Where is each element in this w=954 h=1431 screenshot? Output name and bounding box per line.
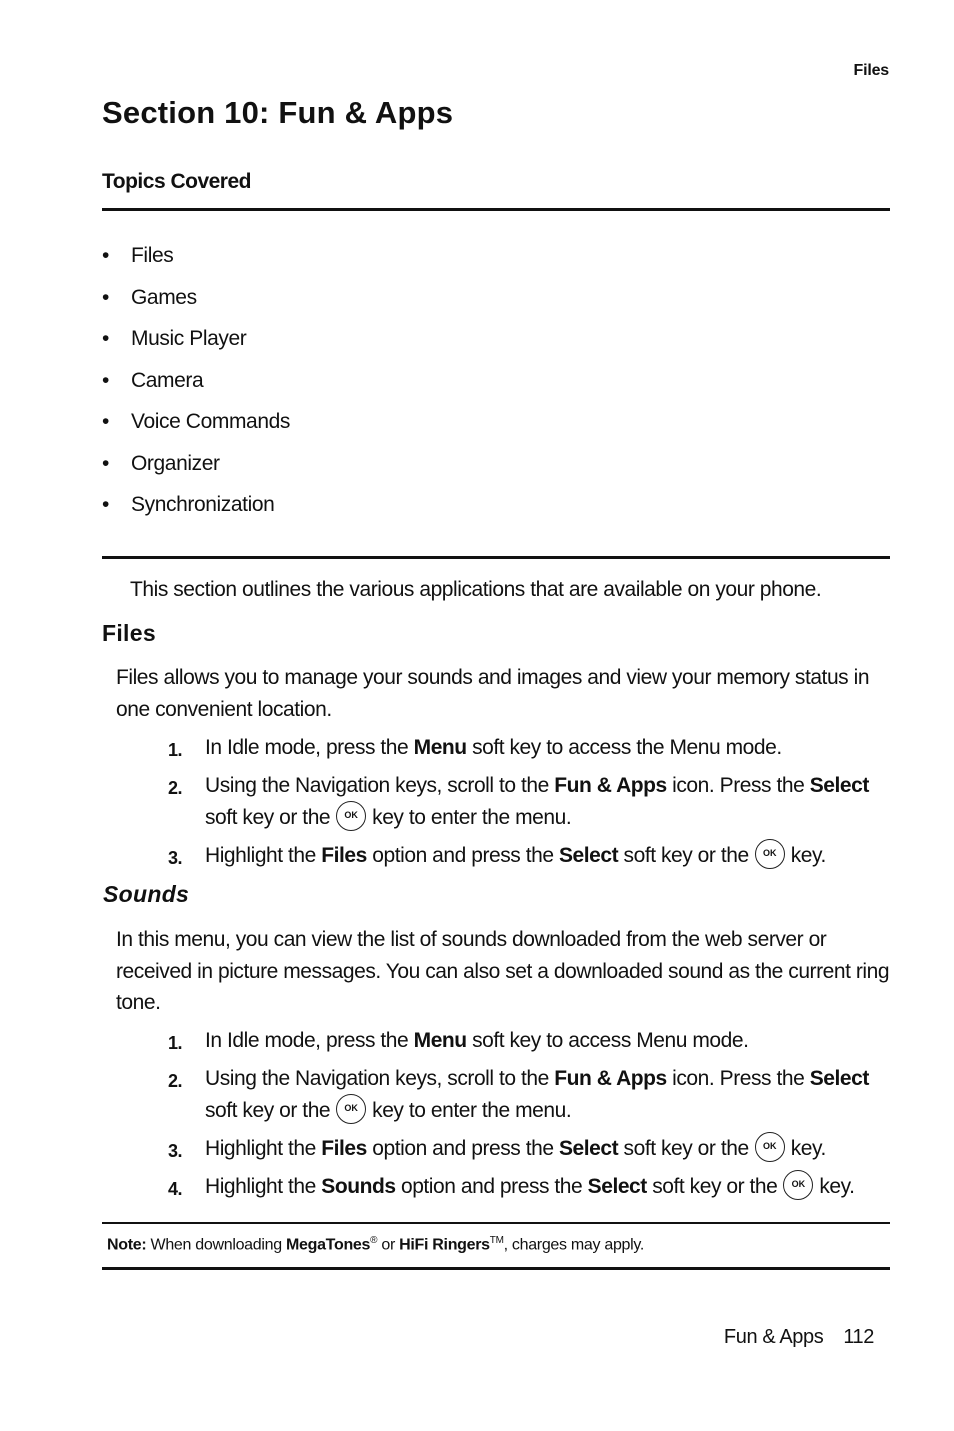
- divider: [102, 556, 890, 559]
- step-text: Using the Navigation keys, scroll to the: [205, 1067, 555, 1090]
- step-text: option and press the: [366, 1137, 559, 1160]
- step-text: Highlight the: [205, 1137, 322, 1160]
- step-item: [168, 1133, 898, 1165]
- step-number: 4.: [168, 1179, 183, 1199]
- registered-mark: ®: [370, 1235, 378, 1246]
- ok-key-icon: [755, 1132, 785, 1162]
- topics-list: [102, 240, 290, 531]
- list-item: • Synchronization: [102, 489, 290, 531]
- step-bold: Select: [809, 774, 869, 797]
- step-number: 1.: [168, 740, 183, 760]
- step-text: icon. Press the: [666, 774, 810, 797]
- step-text: key.: [790, 1137, 826, 1160]
- step-bold: Fun & Apps: [554, 1067, 667, 1090]
- step-text: soft key or the: [205, 1099, 331, 1122]
- sounds-description: In this menu, you can view the list of sounds downloaded from the web server or received in picture messages. You can also set a downloaded sound as the current ring tone.: [116, 928, 890, 1014]
- step-text: Highlight the: [205, 844, 322, 867]
- trademark-mark: TM: [489, 1235, 504, 1246]
- step-item: [168, 770, 898, 834]
- step-text: key to enter the menu.: [372, 806, 572, 829]
- step-item: [168, 1063, 898, 1127]
- step-text: Using the Navigation keys, scroll to the: [205, 774, 555, 797]
- list-item: • Organizer: [102, 448, 290, 490]
- topics-heading: Topics Covered: [102, 170, 251, 193]
- step-item: [168, 1171, 898, 1203]
- step-text: soft key or the: [618, 1137, 749, 1160]
- note-label: Note:: [107, 1236, 147, 1254]
- step-bold: Select: [558, 1137, 619, 1160]
- step-text: key to enter the menu.: [372, 1099, 572, 1122]
- note-bold: HiFi Ringers: [399, 1236, 490, 1254]
- step-item: [168, 840, 898, 872]
- divider: [102, 1222, 890, 1224]
- ok-key-icon: [336, 1094, 366, 1124]
- list-item: • Games: [102, 282, 290, 324]
- step-bold: Select: [587, 1175, 647, 1198]
- note: [107, 1235, 644, 1254]
- ok-key-icon: [336, 801, 366, 831]
- step-number: 3.: [168, 848, 183, 868]
- ok-key-icon: [755, 839, 785, 869]
- note-text: When downloading: [146, 1236, 286, 1254]
- files-heading: Files: [102, 620, 156, 646]
- divider: [102, 1267, 890, 1270]
- footer-section: Fun & Apps: [723, 1326, 824, 1348]
- divider: [102, 208, 890, 211]
- step-bold: Sounds: [321, 1175, 396, 1198]
- step-text: key.: [819, 1175, 855, 1198]
- ok-key-icon: [783, 1170, 813, 1200]
- list-item: • Voice Commands: [102, 406, 290, 448]
- step-text: option and press the: [366, 844, 559, 867]
- step-bold: Menu: [413, 736, 467, 759]
- step-bold: Menu: [413, 1029, 467, 1052]
- sounds-steps: [168, 1025, 898, 1209]
- step-text: soft key or the: [646, 1175, 778, 1198]
- step-text: key.: [790, 844, 826, 867]
- step-text: In Idle mode, press the: [205, 1029, 414, 1052]
- step-number: 1.: [168, 1033, 183, 1053]
- note-text: or: [377, 1236, 400, 1254]
- running-header: Files: [853, 62, 889, 79]
- step-bold: Fun & Apps: [554, 774, 667, 797]
- note-bold: MegaTones: [285, 1236, 371, 1254]
- files-steps: [168, 732, 898, 878]
- step-text: soft key or the: [618, 844, 749, 867]
- step-text: icon. Press the: [666, 1067, 810, 1090]
- list-item: • Music Player: [102, 323, 290, 365]
- step-bold: Select: [558, 844, 619, 867]
- list-item: • Camera: [102, 365, 290, 407]
- step-bold: Files: [321, 844, 367, 867]
- step-text: soft key or the: [205, 806, 331, 829]
- step-number: 2.: [168, 1071, 183, 1091]
- step-bold: Files: [321, 1137, 367, 1160]
- step-bold: Select: [809, 1067, 869, 1090]
- step-number: 2.: [168, 778, 183, 798]
- sounds-heading: Sounds: [103, 881, 190, 907]
- step-text: soft key to access the Menu mode.: [466, 736, 782, 759]
- note-text: , charges may apply.: [503, 1236, 645, 1254]
- step-number: 3.: [168, 1141, 183, 1161]
- step-item: [168, 1025, 898, 1057]
- page-number: 112: [843, 1326, 874, 1348]
- step-text: Highlight the: [205, 1175, 322, 1198]
- step-text: soft key to access Menu mode.: [466, 1029, 749, 1052]
- page-footer: [0, 1326, 874, 1349]
- section-title: Section 10: Fun & Apps: [102, 95, 454, 130]
- step-text: option and press the: [395, 1175, 588, 1198]
- step-text: In Idle mode, press the: [205, 736, 414, 759]
- files-description: Files allows you to manage your sounds and images and view your memory status in one convenient location.: [116, 666, 870, 721]
- step-item: [168, 732, 898, 764]
- list-item: • Files: [102, 240, 290, 282]
- intro-paragraph: This section outlines the various applications that are available on your phone.: [130, 578, 822, 601]
